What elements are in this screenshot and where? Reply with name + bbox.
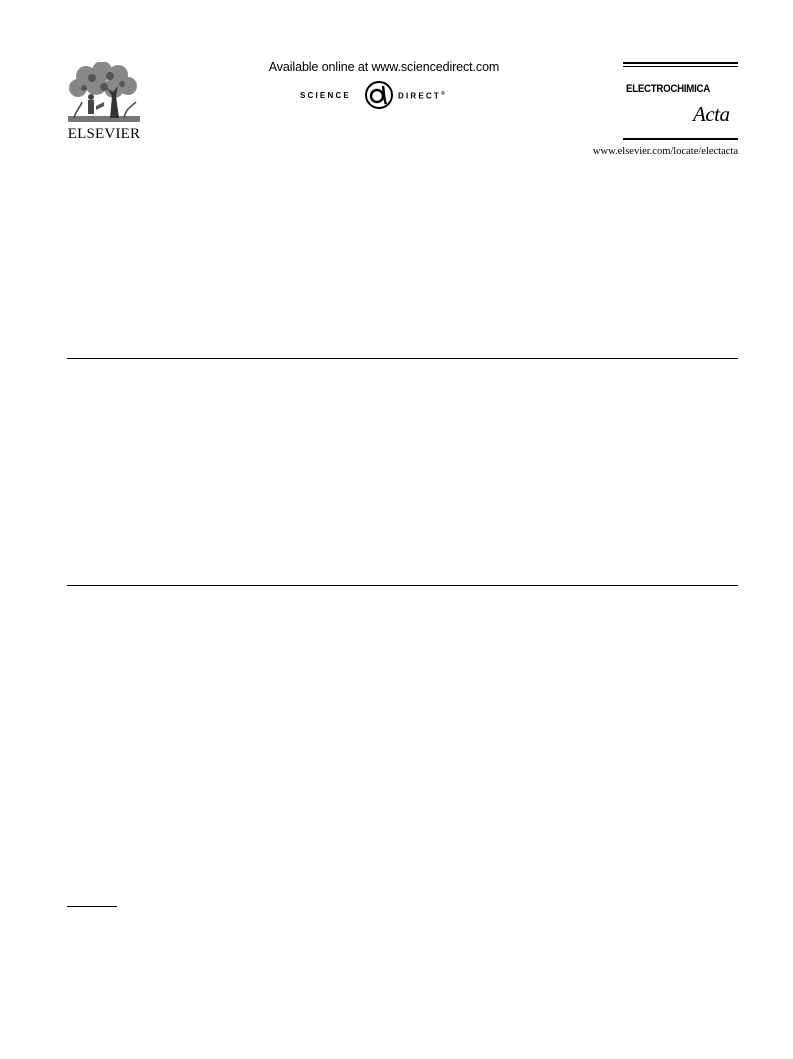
publisher-logo — [66, 62, 142, 144]
sciencedirect-brand-right — [398, 91, 445, 101]
section-divider-bottom — [67, 585, 738, 586]
journal-logo — [623, 62, 738, 142]
availability-text: Available online at www.sciencedirect.com — [268, 60, 500, 74]
journal-subtitle: Acta — [693, 102, 730, 126]
sciencedirect-brand-right-text: DIRECT — [398, 91, 441, 101]
journal-rule-top — [623, 62, 738, 64]
journal-name: ELECTROCHIMICA — [626, 83, 710, 95]
publisher-name: ELSEVIER — [67, 126, 141, 142]
journal-header — [0, 0, 793, 175]
journal-rule-bottom — [623, 138, 738, 140]
sciencedirect-brand-left: SCIENCE — [300, 91, 351, 100]
footnote-divider — [67, 906, 117, 907]
section-divider-top — [67, 358, 738, 359]
journal-url[interactable]: www.elsevier.com/locate/electacta — [592, 146, 738, 157]
sciencedirect-logo — [300, 80, 470, 114]
sciencedirect-at-icon — [362, 78, 396, 112]
elsevier-tree-icon — [66, 62, 142, 124]
journal-rule-top-thin — [623, 66, 738, 67]
registered-mark: ® — [440, 91, 445, 97]
